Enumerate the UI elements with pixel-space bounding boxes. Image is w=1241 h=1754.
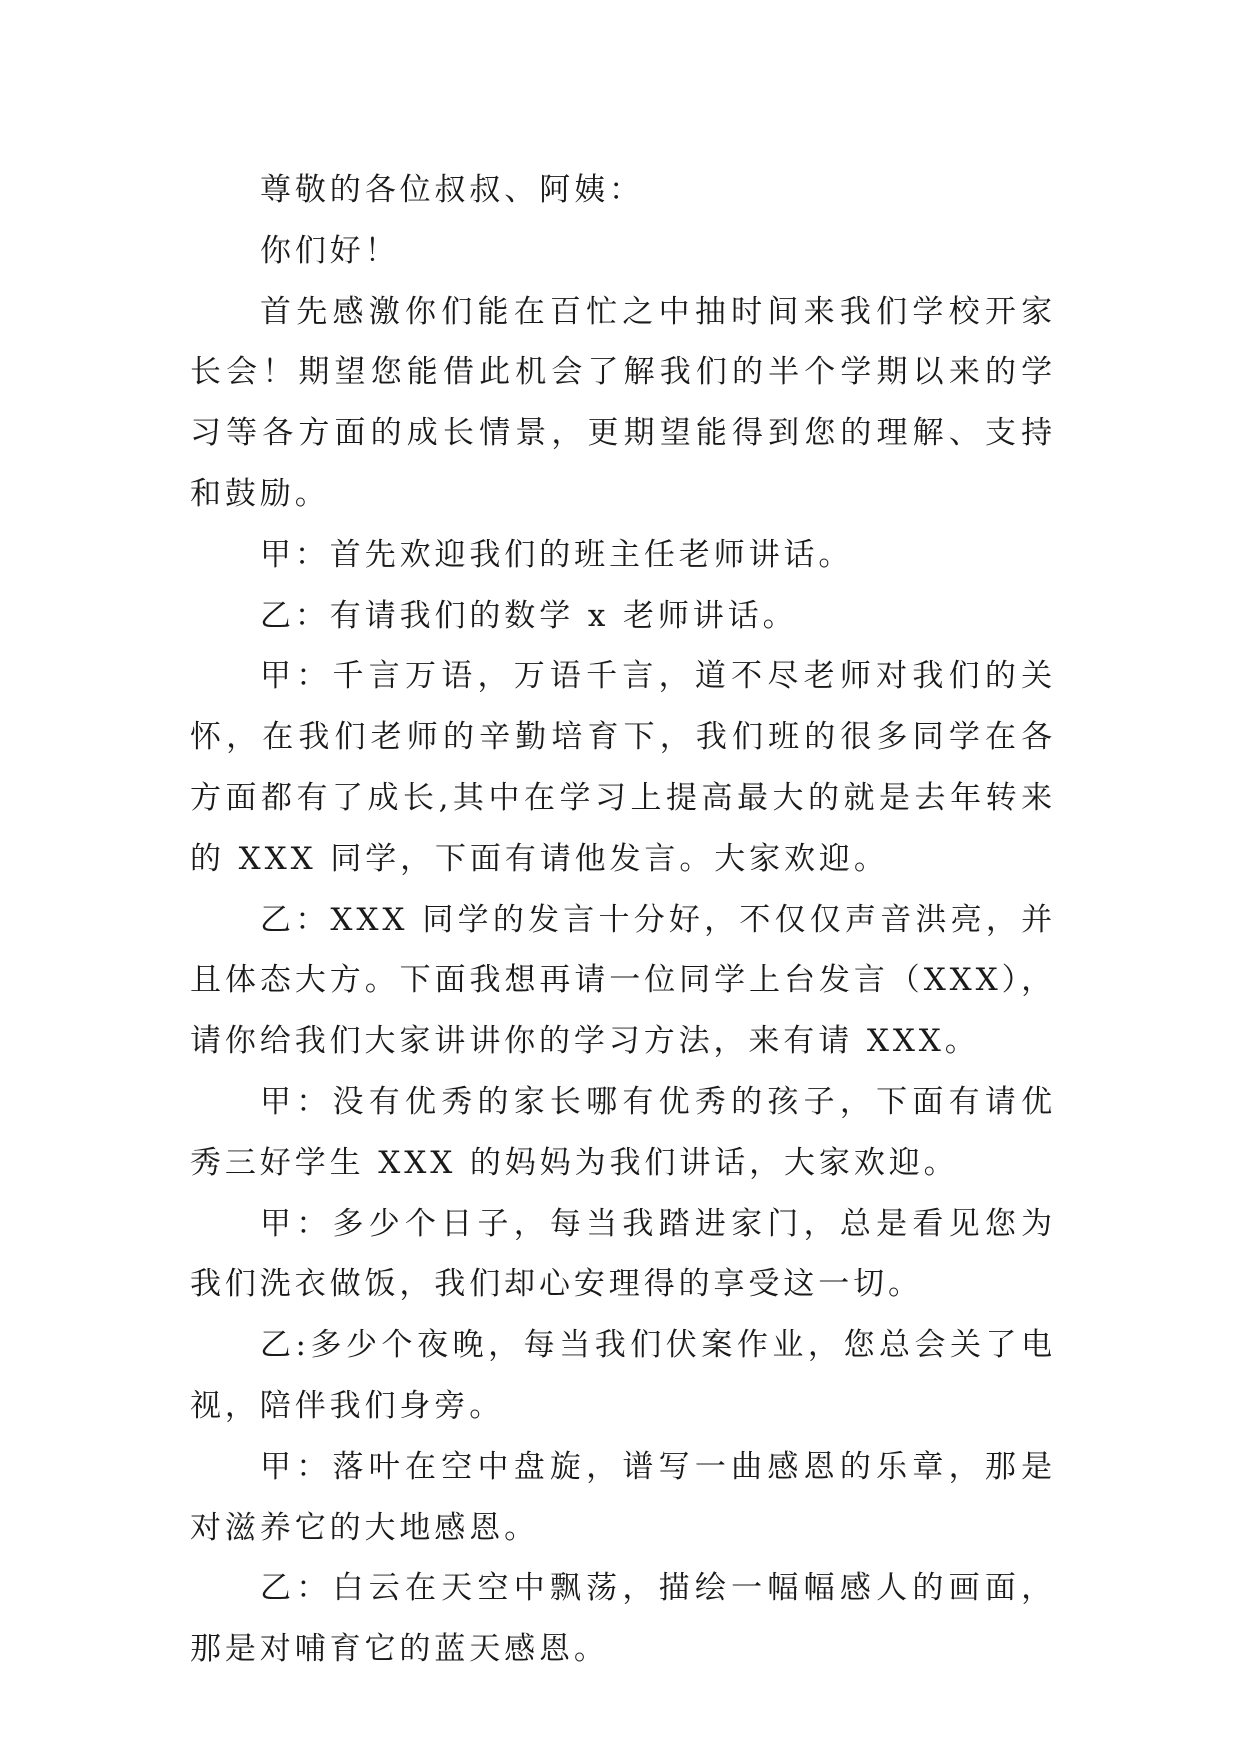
intro-paragraph: 首先感激你们能在百忙之中抽时间来我们学校开家长会！期望您能借此机会了解我们的半个学期以来的学习等各方面的成长情景，更期望能得到您的理解、支持和鼓励。: [190, 293, 1056, 512]
paragraph-jia-2: 甲：千言万语，万语千言，道不尽老师对我们的关怀，在我们老师的辛勤培育下，我们班的很多同学在各方面都有了成长,其中在学习上提高最大的就是去年转来的 XXX 同学，下面有请他发言。大家欢迎。: [190, 658, 1056, 877]
paragraph-jia-1: 甲：首先欢迎我们的班主任老师讲话。: [260, 536, 854, 573]
paragraph-jia-5: 甲：落叶在空中盘旋，谱写一曲感恩的乐章，那是对滋养它的大地感恩。: [190, 1448, 1056, 1546]
paragraph-jia-4: 甲：多少个日子，每当我踏进家门，总是看见您为我们洗衣做饭，我们却心安理得的享受这一切。: [190, 1205, 1056, 1303]
paragraph-yi-3: 乙:多少个夜晚，每当我们伏案作业，您总会关了电视，陪伴我们身旁。: [190, 1327, 1056, 1424]
paragraph-yi-4: 乙：白云在天空中飘荡，描绘一幅幅感人的画面，那是对哺育它的蓝天感恩。: [190, 1570, 1056, 1668]
salutation: 尊敬的各位叔叔、阿姨：: [260, 172, 644, 208]
paragraph-yi-1: 乙：有请我们的数学 x 老师讲话。: [260, 597, 798, 634]
paragraph-jia-3: 甲：没有优秀的家长哪有优秀的孩子，下面有请优秀三好学生 XXX 的妈妈为我们讲话，大家欢迎。: [190, 1083, 1056, 1181]
paragraph-yi-2: 乙：XXX 同学的发言十分好，不仅仅声音洪亮，并且体态大方。下面我想再请一位同学上台发言（XXX），请你给我们大家讲讲你的学习方法，来有请 XXX。: [190, 901, 1056, 1060]
document-body: [190, 160, 1056, 1680]
greeting: 你们好！: [260, 232, 400, 269]
